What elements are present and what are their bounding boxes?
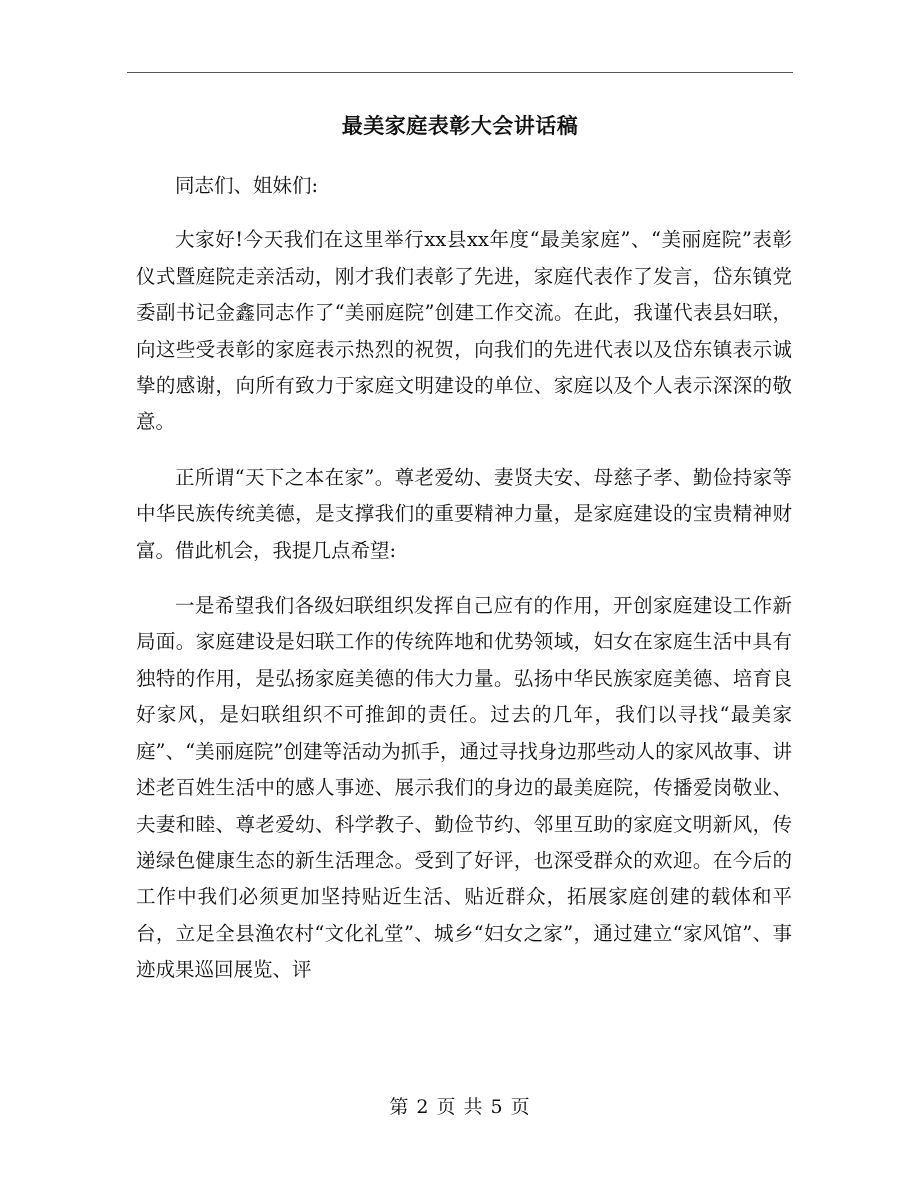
document-body	[136, 168, 792, 989]
page-number: 第 2 页 共 5 页	[389, 1096, 531, 1118]
salutation: 同志们、姐妹们:	[175, 174, 319, 197]
paragraph-1: 大家好!今天我们在这里举行xx县xx年度“最美家庭”、“美丽庭院”表彰仪式暨庭院走亲活动，刚才我们表彰了先进，家庭代表作了发言，岱东镇党委副书记金鑫同志作了“美丽庭院”创建工作交流。在此，我谨代表县妇联，向这些受表彰的家庭表示热烈的祝贺，向我们的先进代表以及岱东镇表示诚挚的感谢，向所有致力于家庭文明建设的单位、家庭以及个人表示深深的敬意。	[136, 228, 792, 434]
header-divider	[127, 72, 793, 73]
document-title: 最美家庭表彰大会讲话稿	[341, 113, 579, 138]
paragraph-2: 正所谓“天下之本在家”。尊老爱幼、妻贤夫安、母慈子孝、勤俭持家等中华民族传统美德，是支撑我们的重要精神力量，是家庭建设的宝贵精神财富。借此机会，我提几点希望:	[136, 465, 792, 562]
paragraph-3: 一是希望我们各级妇联组织发挥自己应有的作用，开创家庭建设工作新局面。家庭建设是妇联工作的传统阵地和优势领域，妇女在家庭生活中具有独特的作用，是弘扬家庭美德的伟大力量。弘扬中华民族家庭美德、培育良好家风，是妇联组织不可推卸的责任。过去的几年，我们以寻找“最美家庭”、“美丽庭院”创建等活动为抓手，通过寻找身边那些动人的家风故事、讲述老百姓生活中的感人事迹、展示我们的身边的最美庭院，传播爱岗敬业、夫妻和睦、尊老爱幼、科学教子、勤俭节约、邻里互助的家庭文明新风，传递绿色健康生态的新生活理念。受到了好评，也深受群众的欢迎。在今后的工作中我们必须更加坚持贴近生活、贴近群众，拓展家庭创建的载体和平台，立足全县渔农村“文化礼堂”、城乡“妇女之家”，通过建立“家风馆”、事迹成果巡回展览、评	[136, 594, 792, 982]
